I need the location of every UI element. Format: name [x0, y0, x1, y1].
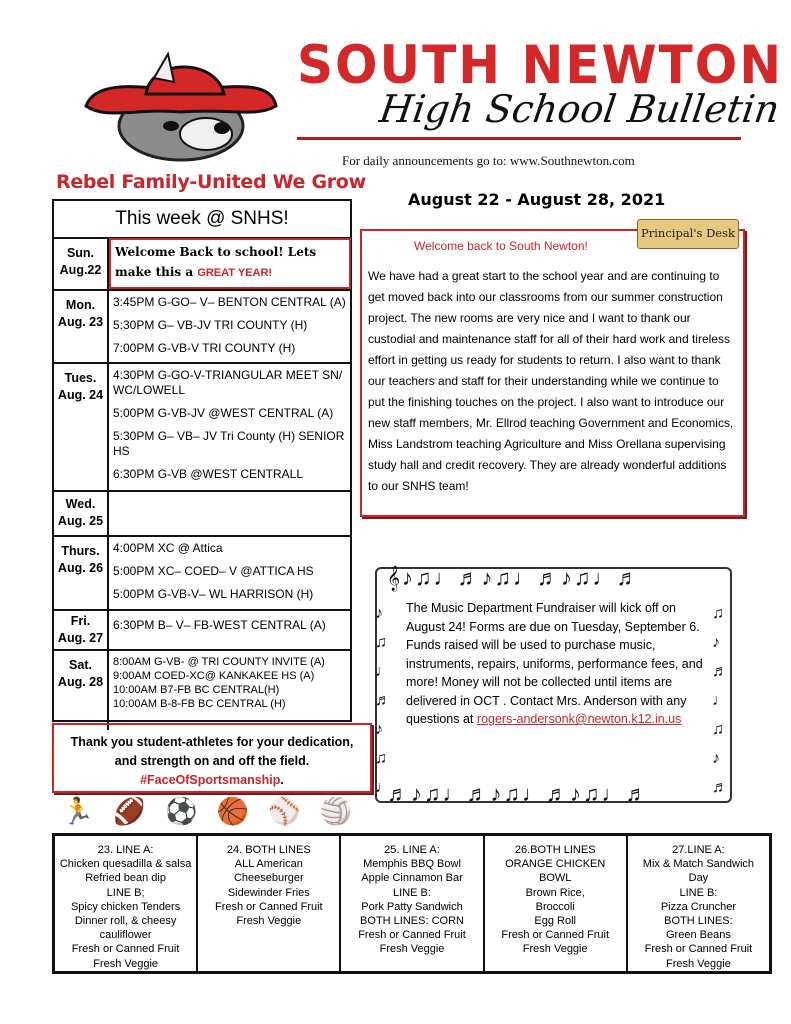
runner-icon: 🏃 [61, 795, 95, 826]
schedule-row-wednesday [54, 492, 350, 537]
volleyball-player-icon: 🏐 [319, 795, 353, 826]
schedule-row-sunday [54, 239, 350, 291]
rebel-mascot-logo [76, 48, 286, 166]
basketball-icon: 🏀 [216, 795, 249, 826]
event-item: 4:30PM G-GO-V-TRIANGULAR MEET SN/ WC/LOWELL [113, 368, 343, 397]
event-item: 5:30PM G– VB-JV TRI COUNTY (H) [113, 318, 308, 332]
event-list [109, 651, 350, 730]
welcome-message: Welcome Back to school! Lets make this a GREAT YEAR! [109, 238, 351, 289]
football-player-icon: 🏈 [113, 795, 146, 826]
day-label: Wed. Aug. 25 [54, 492, 109, 535]
music-fundraiser-text: The Music Department Fundraiser will kick off on August 24! Forms are due on Tuesday, September 6. Funds raised will be used to purchase music, instruments, repairs, uniforms, performance fees, and more! Money will not be collected until items are delivered in OCT . Contact Mrs. Anderson with any questions at rogers-andersonk@newton.k12.in.us [406, 601, 703, 726]
music-fundraiser-box [375, 565, 732, 806]
music-notes-border-icon: ♪ ♫ ♩ ♬ ♪ ♫ ♩ [375, 605, 391, 796]
announcements-line: For daily announcements go to: www.Southnewton.com [342, 153, 635, 168]
athletes-line-1: Thank you student-athletes for your dedication, [70, 735, 354, 749]
masthead-title: SOUTH NEWTON [297, 34, 784, 96]
day-label: Tues. Aug. 24 [54, 364, 109, 490]
schedule-row-saturday [54, 651, 350, 730]
event-item: 5:00PM G-VB-JV @WEST CENTRAL (A) [113, 406, 334, 420]
event-list [109, 537, 350, 609]
lunch-day-24: 24. BOTH LINES ALL American Cheeseburger Sidewinder Fries Fresh or Canned Fruit Fresh Veggie [198, 836, 341, 971]
event-item: 6:30PM G-VB @WEST CENTRALL [113, 467, 304, 481]
music-notes-border-icon: ♬♪♫♩♬♪♫♩♬♪♫♩♬ [387, 781, 650, 806]
principal-message-box [360, 229, 745, 517]
principals-desk-badge: Principal's Desk [637, 219, 739, 249]
lunch-day-26: 26.BOTH LINES ORANGE CHICKEN BOWL Brown Rice, Broccoli Egg Roll Fresh or Canned Fruit Fresh Veggie [485, 836, 628, 971]
contact-email-link[interactable]: rogers-andersonk@newton.k12.in.us [476, 712, 682, 726]
schedule-row-tuesday [54, 364, 350, 492]
masthead-rule [297, 137, 741, 140]
schedule-title: This week @ SNHS! [54, 201, 350, 239]
day-label: Sun. Aug.22 [54, 239, 109, 289]
lunch-day-23: 23. LINE A: Chicken quesadilla & salsa Refried bean dip LINE B; Spicy chicken Tenders Dinner roll, & cheesy cauliflower Fresh or Canned Fruit Fresh Veggie [55, 836, 198, 971]
day-label: Thurs. Aug. 26 [54, 537, 109, 609]
event-item: 5:00PM G-VB-V– WL HARRISON (H) [113, 587, 314, 601]
day-label: Sat. Aug. 28 [54, 651, 109, 730]
great-year-highlight: GREAT YEAR! [197, 267, 273, 279]
event-item: 4:00PM XC @ Attica [113, 541, 223, 555]
sportsmanship-hashtag: #FaceOfSportsmanship [140, 773, 281, 787]
event-list [109, 291, 350, 362]
sports-silhouettes [52, 795, 362, 827]
event-list [109, 492, 350, 535]
event-item: 9:00AM COED-XC@ KANKAKEE HS (A) [113, 670, 315, 682]
event-item: 5:00PM XC– COED– V @ATTICA HS [113, 564, 314, 578]
event-list [109, 611, 350, 649]
lunch-day-27: 27.LINE A: Mix & Match Sandwich Day LINE B: Pizza Cruncher BOTH LINES: Green Beans Fresh or Canned Fruit Fresh Veggie [642, 844, 755, 970]
baseball-batter-icon: ⚾ [268, 795, 301, 826]
event-item: 6:30PM B– V– FB-WEST CENTRAL (A) [113, 618, 326, 632]
event-item: 10:00AM B-8-FB BC CENTRAL (H) [113, 698, 286, 710]
music-notes-border-icon: ♫ ♪ ♬ ♩ ♫ ♪ ♬ [712, 605, 728, 796]
sports-balls-icon: ⚽ [164, 795, 198, 826]
event-item: 3:45PM G-GO– V– BENTON CENTRAL (A) [113, 295, 346, 309]
date-range: August 22 - August 28, 2021 [408, 190, 666, 209]
principal-welcome: Welcome back to South Newton! [414, 239, 588, 253]
schedule-row-thursday [54, 537, 350, 611]
schedule-row-friday [54, 611, 350, 651]
music-notes-border-icon: 𝄞♪♫♩♬♪♫♩♬♪♫♩♬ [387, 565, 641, 590]
athletes-thanks-box: Thank you student-athletes for your dedication, and strength on and off the field. #FaceOfSportsmanship. [52, 723, 372, 793]
day-label: Fri. Aug. 27 [54, 611, 109, 649]
lunch-day-25: 25. LINE A: Memphis BBQ Bowl Apple Cinnamon Bar LINE B: Pork Patty Sandwich BOTH LINES: CORN Fresh or Canned Fruit Fresh Veggie [341, 836, 484, 971]
motto: Rebel Family-United We Grow [56, 171, 366, 193]
event-item: 7:00PM G-VB-V TRI COUNTY (H) [113, 341, 296, 355]
principal-body: We have had a great start to the school year and are continuing to get moved back into our classrooms from our summer construction project. The new rooms are very nice and I want to thank our custodial and maintenance staff for all of their hard work and tireless effort in getting us ready for students to return. I also want to thank our teachers and staff for their understanding while we continue to put the finishing touches on the project. I also want to introduce our new staff members, Mr. Ellrod teaching Government and Economics, Miss Landstrom teaching Agriculture and Miss Orellana supervising study hall and credit recovery. They are already wonderful additions to our SNHS team! [368, 269, 734, 493]
schedule-row-monday [54, 291, 350, 364]
weekly-schedule [52, 199, 352, 722]
event-item: 10:00AM B7-FB BC CENTRAL(H) [113, 684, 280, 696]
event-item: 5:30PM G– VB– JV Tri County (H) SENIOR HS [113, 429, 345, 458]
day-label: Mon. Aug. 23 [54, 291, 109, 362]
lunch-menu [52, 833, 772, 974]
athletes-line-2: and strength on and off the field. [114, 754, 310, 768]
masthead-subtitle: High School Bulletin [376, 87, 783, 131]
event-list [109, 364, 350, 490]
event-item: 8:00AM G-VB- @ TRI COUNTY INVITE (A) [113, 656, 325, 668]
